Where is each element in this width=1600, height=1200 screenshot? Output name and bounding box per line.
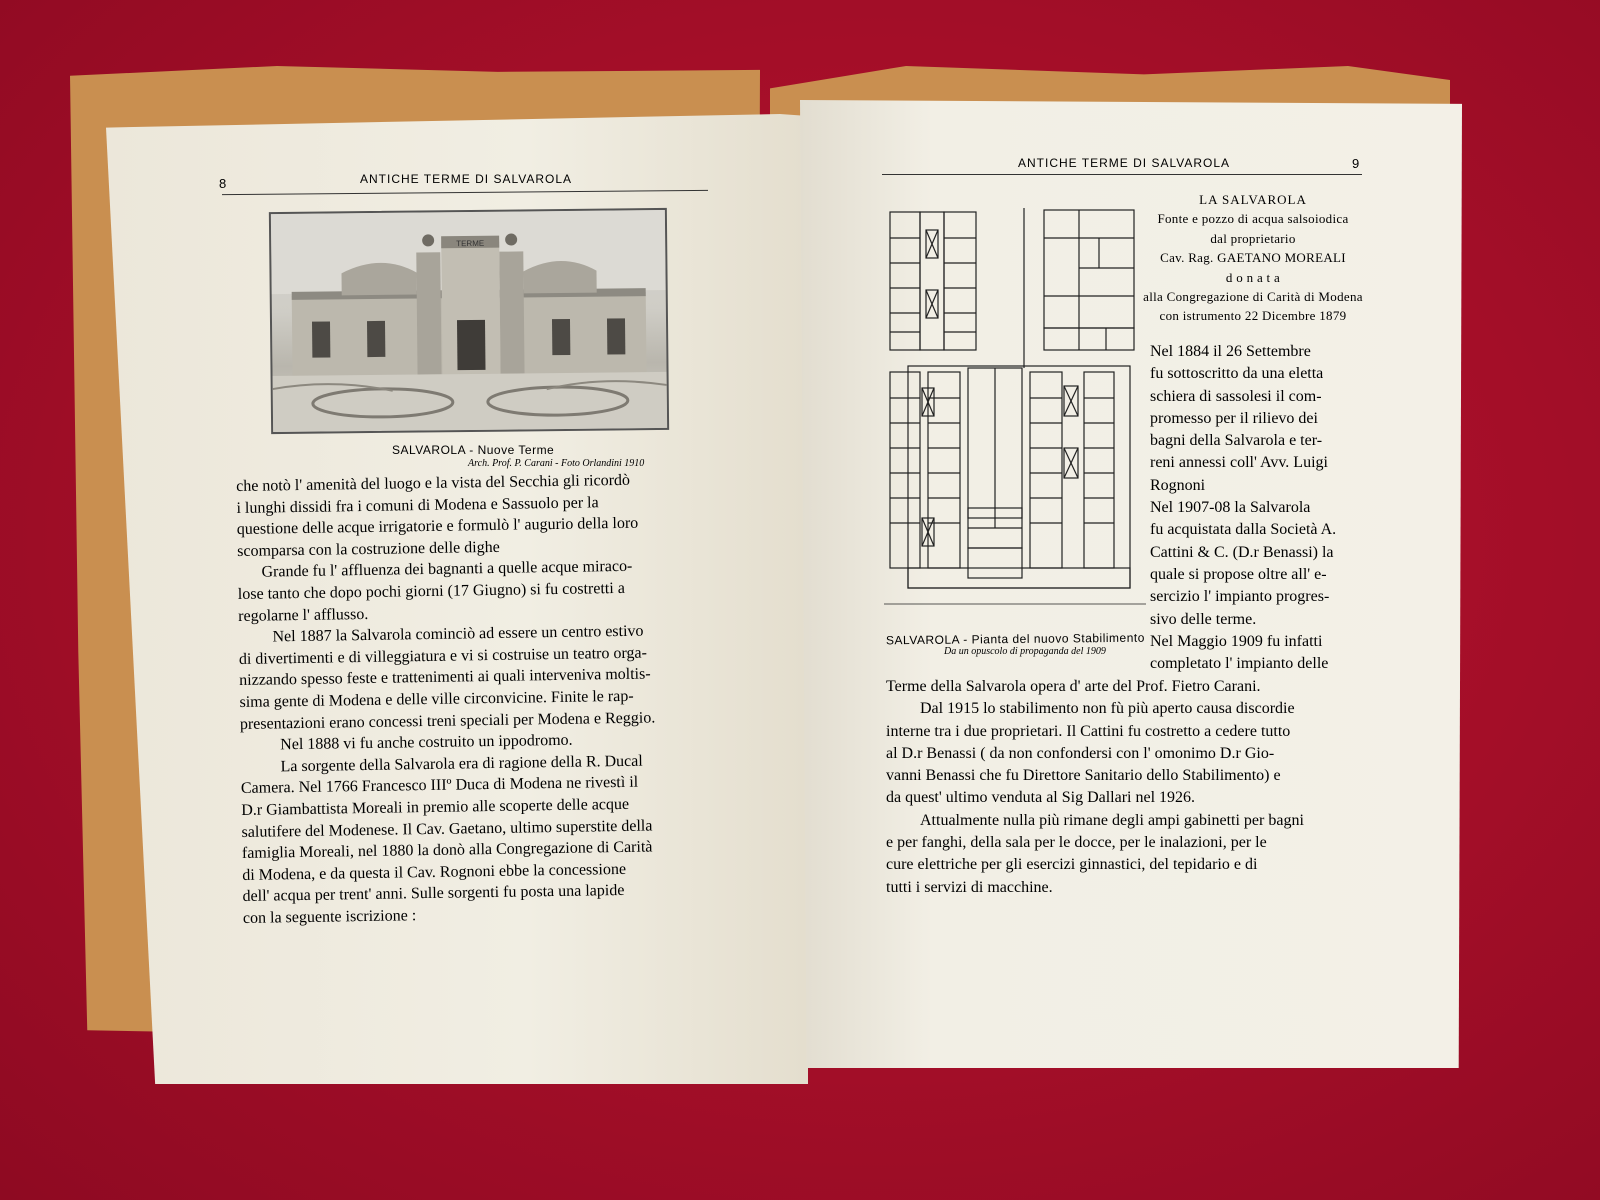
- page-number: 9: [1352, 156, 1360, 171]
- text-line: quale si propose oltre all' e-: [1150, 565, 1327, 583]
- dedication-title: LA SALVAROLA: [1199, 192, 1307, 207]
- text-line: Nel 1907-08 la Salvarola: [1150, 499, 1311, 517]
- text-line: bagni della Salvarola e ter-: [1150, 432, 1323, 450]
- text-line: di divertimenti e di villeggiatura e vi si costruise un teatro orga-: [238, 644, 648, 668]
- dedication-block: [1140, 190, 1366, 326]
- text-line: vanni Benassi che fu Direttore Sanitario dello Stabilimento) e: [886, 767, 1281, 785]
- right-side-text: [1150, 341, 1362, 675]
- text-line: fu acquistata dalla Società A.: [1150, 521, 1337, 539]
- text-line: di Modena, e da questa il Cav. Rognoni ebbe la concessione: [242, 860, 627, 884]
- text-line: salutifere del Modenese. Il Cav. Gaetano, ultimo superstite della: [241, 817, 653, 841]
- text-line: che notò l' amenità del luogo e la vista del Secchia gli ricordò: [236, 471, 631, 495]
- text-line: tutti i servizi di macchine.: [886, 878, 1053, 896]
- dedication-line: d o n a t a: [1225, 269, 1281, 285]
- text-line: cure elettriche per gli esercizi ginnastici, del tepidario e di: [886, 856, 1258, 874]
- text-line: al D.r Benassi ( da non confondersi con l' omonimo D.r Gio-: [886, 744, 1275, 762]
- text-line: nizzando spesso feste e trattenimenti ai quali interveniva moltis-: [239, 665, 651, 690]
- terme-sign: TERME: [456, 238, 485, 249]
- text-line: regolarne l' afflusso.: [238, 605, 369, 625]
- text-line: sivo delle terme.: [1150, 610, 1257, 628]
- text-line: Nel 1888 vi fu anche costruito un ippodromo.: [280, 731, 573, 754]
- text-line: promesso per il rilievo dei: [1150, 409, 1318, 427]
- text-line: questione delle acque irrigatorie e formulò l' augurio della loro: [236, 514, 639, 539]
- text-line: dell' acqua per trent' anni. Sulle sorgenti fu posta una lapide: [242, 882, 625, 906]
- text-line: D.r Giambattista Moreali in premio alle scoperte delle acque: [241, 795, 630, 819]
- dedication-line: alla Congregazione di Carità di Modena: [1143, 289, 1363, 305]
- running-head: ANTICHE TERME DI SALVAROLA: [360, 172, 573, 186]
- text-line: Cattini & C. (D.r Benassi) la: [1150, 543, 1334, 561]
- dedication-line: dal proprietario: [1210, 230, 1296, 246]
- text-line: Nel 1884 il 26 Settembre: [1150, 343, 1311, 360]
- dedication-line: con istrumento 22 Dicembre 1879: [1159, 308, 1347, 324]
- text-line: i lunghi dissidi fra i comuni di Modena e Sassuolo per la: [236, 493, 599, 517]
- text-line: presentazioni erano concessi treni speciali per Modena e Reggio.: [239, 708, 656, 733]
- text-line: sercizio l' impianto progres-: [1150, 588, 1330, 606]
- page-number: 8: [219, 176, 227, 191]
- text-line: completato l' impianto delle: [1150, 655, 1329, 673]
- text-line: Camera. Nel 1766 Francesco IIIº Duca di Modena ne rivestì il: [240, 774, 639, 798]
- text-line: reni annessi coll' Avv. Luigi: [1150, 454, 1328, 472]
- photo-credit: Arch. Prof. P. Carani - Foto Orlandini 1910: [468, 458, 645, 469]
- text-line: scomparsa con la costruzione delle dighe: [237, 538, 500, 560]
- dedication-line: Fonte e pozzo di acqua salsoiodica: [1157, 211, 1349, 227]
- text-line: Dal 1915 lo stabilimento non fù più aperto causa discordie: [920, 700, 1295, 718]
- running-head: ANTICHE TERME DI SALVAROLA: [1018, 156, 1231, 170]
- text-line: con la seguente iscrizione :: [242, 907, 417, 927]
- text-line: schiera di sassolesi il com-: [1150, 387, 1322, 405]
- text-line: Attualmente nulla più rimane degli ampi gabinetti per bagni: [920, 811, 1304, 829]
- plan-credit: Da un opuscolo di propaganda del 1909: [944, 646, 1106, 657]
- terme-photo: [269, 208, 669, 434]
- text-line: e per fanghi, della sala per le docce, per le inalazioni, per le: [886, 834, 1267, 852]
- text-line: Terme della Salvarola opera d' arte del Prof. Fietro Carani.: [886, 678, 1261, 695]
- text-line: fu sottoscritto da una eletta: [1150, 365, 1324, 383]
- text-line: Grande fu l' affluenza dei bagnanti a quelle acque miraco-: [261, 558, 633, 581]
- right-body-text: [886, 676, 1364, 899]
- text-line: lose tanto che dopo pochi giorni (17 Giugno) si fu costretti a: [237, 579, 625, 603]
- text-line: Rognoni: [1150, 476, 1206, 494]
- text-line: La sorgente della Salvarola era di ragione della R. Ducal: [280, 752, 643, 776]
- floor-plan: [884, 208, 1146, 618]
- dedication-line: Cav. Rag. GAETANO MOREALI: [1160, 250, 1346, 266]
- text-line: Nel 1887 la Salvarola cominciò ad essere un centro estivo: [272, 622, 644, 646]
- plan-caption: SALVAROLA - Pianta del nuovo Stabilimento: [885, 630, 1145, 648]
- text-line: famiglia Moreali, nel 1880 la donò alla Congregazione di Carità: [241, 838, 653, 863]
- header-rule: [882, 174, 1362, 175]
- text-line: da quest' ultimo venduta al Sig Dallari nel 1926.: [886, 789, 1196, 807]
- left-body-text: [236, 468, 725, 929]
- photo-caption: SALVAROLA - Nuove Terme: [392, 443, 555, 457]
- text-line: interne tra i due proprietari. Il Cattini fu costretto a cedere tutto: [886, 722, 1291, 740]
- text-line: Nel Maggio 1909 fu infatti: [1150, 632, 1323, 650]
- text-line: sima gente di Modena e delle ville circonvicine. Finite le rap-: [239, 687, 634, 711]
